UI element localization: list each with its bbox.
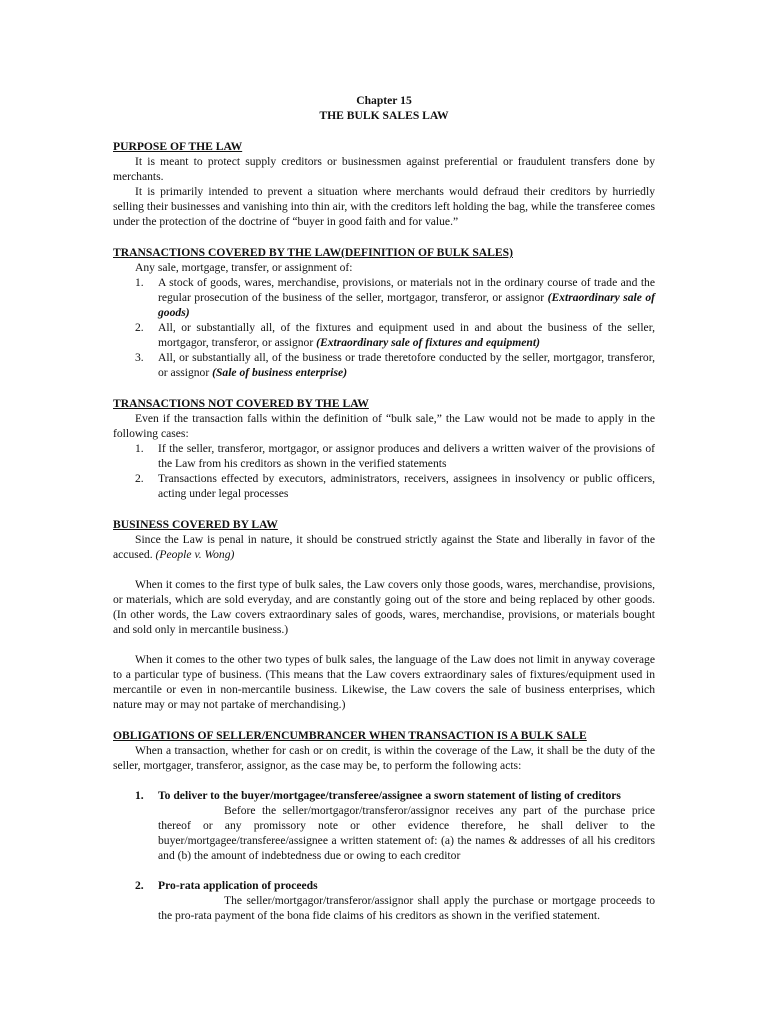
section-heading: TRANSACTIONS NOT COVERED BY THE LAW (113, 397, 369, 410)
list-number: 2. (135, 321, 144, 334)
list-text: If the seller, transferor, mortgagor, or assignor produces and delivers a written waiver of the provisions of the Law from his creditors as shown in the verified statements (158, 442, 655, 470)
list-item (113, 275, 655, 320)
obligation-item (113, 788, 655, 863)
list-item (113, 350, 655, 380)
list-text: All, or substantially all, of the fixtures and equipment used in and about the business of the seller, mortgagor, transferor, or assignor (158, 321, 655, 349)
section-heading: OBLIGATIONS OF SELLER/ENCUMBRANCER WHEN TRANSACTION IS A BULK SALE (113, 729, 587, 742)
list-item (113, 320, 655, 350)
list-number: 1. (135, 442, 144, 455)
list-number: 1. (135, 789, 144, 802)
section-business (113, 517, 655, 712)
obligation-title: Pro-rata application of proceeds (158, 879, 318, 892)
obligation-title: To deliver to the buyer/mortgagee/transferee/assignee a sworn statement of listing of creditors (158, 789, 621, 802)
list-number: 1. (135, 276, 144, 289)
not-covered-list (113, 441, 655, 501)
section-heading: TRANSACTIONS COVERED BY THE LAW(DEFINITION OF BULK SALES) (113, 246, 513, 259)
list-item (113, 471, 655, 501)
obligation-text: The seller/mortgagor/transferor/assignor shall apply the purchase or mortgage proceeds to the pro-rata payment of the bona fide claims of his creditors as shown in the verified statement. (158, 894, 655, 922)
list-item (113, 441, 655, 471)
section-obligations (113, 728, 655, 923)
list-number: 2. (135, 472, 144, 485)
chapter-title: THE BULK SALES LAW (319, 109, 449, 122)
section-heading: PURPOSE OF THE LAW (113, 140, 243, 153)
list-text: A stock of goods, wares, merchandise, provisions, or materials not in the ordinary course of trade and the regular prosecution of the business of the seller, mortgagor, transferor, or assignor (158, 276, 655, 304)
list-emphasis: (Extraordinary sale of fixtures and equipment) (316, 336, 540, 349)
covered-list (113, 275, 655, 380)
chapter-number: Chapter 15 (356, 94, 412, 107)
paragraph: It is meant to protect supply creditors or businessmen against preferential or fraudulent transfers done by merchants. (113, 155, 655, 183)
paragraph: When it comes to the first type of bulk sales, the Law covers only those goods, wares, merchandise, provisions, or materials, which are sold everyday, and are constantly going out of the store and being replaced by other goods. (In other words, the Law covers extraordinary sales of goods, wares, merchandise, provisions, or materials bought and sold only in mercantile business.) (113, 578, 655, 636)
paragraph: When a transaction, whether for cash or on credit, is within the coverage of the Law, it shall be the duty of the seller, mortgager, transferor, assignor, as the case may be, to perform the following acts: (113, 744, 655, 772)
section-not-covered (113, 396, 655, 501)
paragraph (113, 532, 655, 562)
list-text: All, or substantially all, of the business or trade theretofore conducted by the seller, mortgagor, transferor, or assignor (158, 351, 655, 379)
obligation-text: Before the seller/mortgagor/transferor/assignor receives any part of the purchase price thereof or any promissory note or other evidence therefore, he shall deliver to the buyer/mortgagee/transferee/assignee a written statement of: (a) the names & addresses of all his creditors and (b) the amount of indebtedness due or owing to each creditor (158, 804, 655, 862)
list-number: 3. (135, 351, 144, 364)
paragraph-text: Since the Law is penal in nature, it should be construed strictly against the State and liberally in favor of the accused. (113, 533, 655, 561)
section-purpose (113, 139, 655, 229)
obligation-item (113, 878, 655, 923)
paragraph: When it comes to the other two types of bulk sales, the language of the Law does not limit in anyway coverage to a particular type of business. (This means that the Law covers extraordinary sales of fixtures/equipment used in mercantile or even in non-mercantile business. Likewise, the Law covers the sale of business enterprises, which nature may or may not partake of merchandising.) (113, 653, 655, 711)
list-emphasis: (Sale of business enterprise) (212, 366, 348, 379)
paragraph: It is primarily intended to prevent a situation where merchants would defraud their creditors by hurriedly selling their businesses and vanishing into thin air, with the creditors left holding the bag, while the transferee comes under the protection of the doctrine of “buyer in good faith and for value.” (113, 185, 655, 228)
obligations-list (113, 788, 655, 923)
list-number: 2. (135, 879, 144, 892)
case-citation: (People v. Wong) (155, 548, 235, 561)
section-heading: BUSINESS COVERED BY LAW (113, 518, 278, 531)
paragraph: Even if the transaction falls within the definition of “bulk sale,” the Law would not be made to apply in the following cases: (113, 412, 655, 440)
paragraph: Any sale, mortgage, transfer, or assignment of: (135, 261, 353, 274)
list-text: Transactions effected by executors, administrators, receivers, assignees in insolvency or public officers, acting under legal processes (158, 472, 655, 500)
section-covered (113, 245, 655, 380)
list-emphasis: (Extraordinary sale of goods) (158, 291, 656, 319)
